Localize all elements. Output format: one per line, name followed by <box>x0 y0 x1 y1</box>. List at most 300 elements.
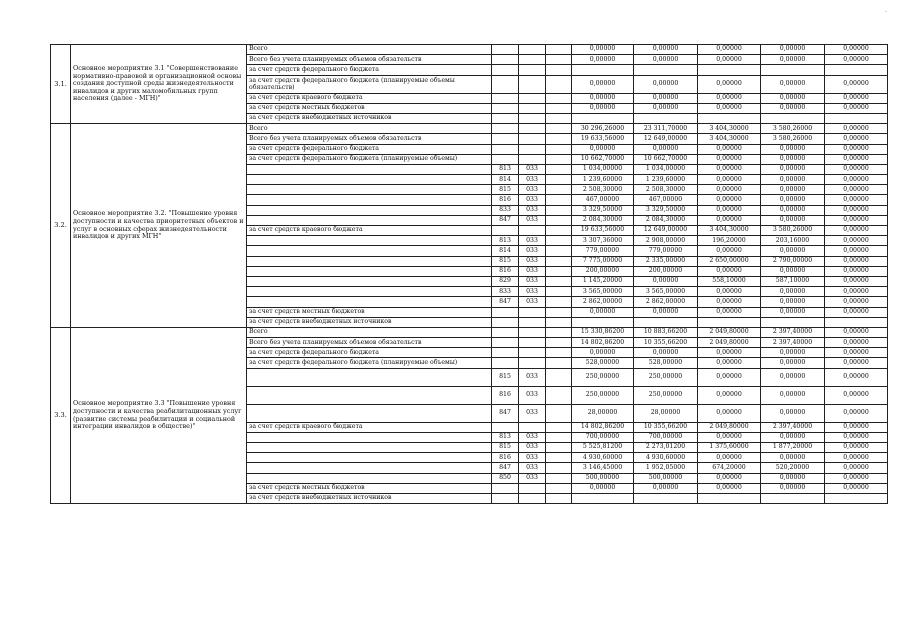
amount-cell: 0,00000 <box>825 443 888 453</box>
amount-cell: 3 404,30000 <box>698 124 761 134</box>
amount-cell: 0,00000 <box>825 327 888 337</box>
amount-cell <box>634 317 698 327</box>
section-number: 3.3. <box>51 327 71 503</box>
funding-source-cell <box>247 175 492 185</box>
funding-source-cell: за счет средств внебюджетных источников <box>247 317 492 327</box>
funding-source-cell <box>247 256 492 266</box>
amount-cell: 0,00000 <box>825 175 888 185</box>
amount-cell: 0,00000 <box>761 185 825 195</box>
amount-cell: 2 508,30000 <box>634 185 698 195</box>
amount-cell: 779,00000 <box>572 246 634 256</box>
amount-cell: 0,00000 <box>572 45 634 55</box>
funding-source-cell: Всего <box>247 124 492 134</box>
grbs-code-cell: 814 <box>492 175 519 185</box>
amount-cell: 528,00000 <box>634 358 698 368</box>
grbs-code-cell <box>492 134 519 144</box>
program-code-cell: 033 <box>519 473 546 483</box>
amount-cell: 0,00000 <box>825 55 888 65</box>
blank-code-cell <box>546 55 572 65</box>
amount-cell: 0,00000 <box>825 185 888 195</box>
grbs-code-cell: 847 <box>492 297 519 307</box>
amount-cell: 0,00000 <box>825 422 888 432</box>
amount-cell: 2 862,00000 <box>572 297 634 307</box>
program-code-cell: 033 <box>519 256 546 266</box>
funding-source-cell: Всего <box>247 327 492 337</box>
blank-code-cell <box>546 175 572 185</box>
amount-cell <box>634 65 698 75</box>
amount-cell: 0,00000 <box>698 246 761 256</box>
funding-source-cell <box>247 215 492 225</box>
blank-code-cell <box>546 443 572 453</box>
funding-source-cell: за счет средств федерального бюджета <box>247 65 492 75</box>
blank-code-cell <box>546 348 572 358</box>
amount-cell: 0,00000 <box>698 368 761 386</box>
amount-cell: 0,00000 <box>698 75 761 93</box>
amount-cell: 3 404,30000 <box>698 226 761 236</box>
grbs-code-cell <box>492 113 519 123</box>
amount-cell: 3 580,26000 <box>761 226 825 236</box>
blank-code-cell <box>546 493 572 503</box>
table-row <box>51 124 888 134</box>
blank-code-cell <box>546 195 572 205</box>
grbs-code-cell: 847 <box>492 463 519 473</box>
section-number: 3.2. <box>51 124 71 328</box>
program-code-cell: 033 <box>519 185 546 195</box>
amount-cell <box>698 65 761 75</box>
amount-cell: 2 335,00000 <box>634 256 698 266</box>
amount-cell: 0,00000 <box>698 215 761 225</box>
program-code-cell <box>519 93 546 103</box>
amount-cell: 0,00000 <box>825 236 888 246</box>
amount-cell: 2 650,00000 <box>698 256 761 266</box>
amount-cell <box>572 113 634 123</box>
amount-cell: 0,00000 <box>761 386 825 404</box>
funding-source-cell: за счет средств федерального бюджета <box>247 348 492 358</box>
amount-cell: 2 397,40000 <box>761 327 825 337</box>
funding-source-cell: за счет средств краевого бюджета <box>247 93 492 103</box>
amount-cell: 0,00000 <box>825 348 888 358</box>
grbs-code-cell <box>492 75 519 93</box>
amount-cell: 1 239,60000 <box>634 175 698 185</box>
funding-source-cell: за счет средств местных бюджетов <box>247 483 492 493</box>
grbs-code-cell <box>492 483 519 493</box>
grbs-code-cell <box>492 103 519 113</box>
amount-cell: 779,00000 <box>634 246 698 256</box>
grbs-code-cell: 816 <box>492 195 519 205</box>
amount-cell: 0,00000 <box>634 483 698 493</box>
amount-cell: 2 508,30000 <box>572 185 634 195</box>
amount-cell: 0,00000 <box>698 103 761 113</box>
amount-cell: 0,00000 <box>825 368 888 386</box>
amount-cell: 10 662,70000 <box>572 154 634 164</box>
amount-cell: 0,00000 <box>825 215 888 225</box>
amount-cell: 500,00000 <box>572 473 634 483</box>
blank-code-cell <box>546 276 572 286</box>
amount-cell: 0,00000 <box>825 307 888 317</box>
amount-cell: 2 908,00000 <box>634 236 698 246</box>
amount-cell: 674,20000 <box>698 463 761 473</box>
amount-cell: 0,00000 <box>634 144 698 154</box>
grbs-code-cell: 814 <box>492 246 519 256</box>
blank-code-cell <box>546 185 572 195</box>
amount-cell: 0,00000 <box>761 266 825 276</box>
amount-cell: 0,00000 <box>761 432 825 442</box>
amount-cell: 10 883,66200 <box>634 327 698 337</box>
amount-cell: 23 311,70000 <box>634 124 698 134</box>
program-code-cell: 033 <box>519 164 546 174</box>
funding-source-cell <box>247 276 492 286</box>
amount-cell: 0,00000 <box>698 205 761 215</box>
amount-cell: 203,16000 <box>761 236 825 246</box>
funding-source-cell <box>247 443 492 453</box>
grbs-code-cell: 813 <box>492 432 519 442</box>
blank-code-cell <box>546 483 572 493</box>
amount-cell: 250,00000 <box>572 386 634 404</box>
funding-source-cell: за счет средств федерального бюджета <box>247 144 492 154</box>
amount-cell: 0,00000 <box>825 164 888 174</box>
blank-code-cell <box>546 317 572 327</box>
amount-cell: 0,00000 <box>761 297 825 307</box>
grbs-code-cell: 815 <box>492 368 519 386</box>
grbs-code-cell <box>492 65 519 75</box>
amount-cell: 0,00000 <box>825 432 888 442</box>
funding-source-cell <box>247 386 492 404</box>
amount-cell: 0,00000 <box>825 246 888 256</box>
budget-table-sheet <box>50 44 888 504</box>
amount-cell: 0,00000 <box>825 453 888 463</box>
amount-cell: 0,00000 <box>825 338 888 348</box>
grbs-code-cell <box>492 226 519 236</box>
amount-cell: 0,00000 <box>698 266 761 276</box>
amount-cell <box>761 317 825 327</box>
funding-source-cell: за счет средств федерального бюджета (планируемые объемы) <box>247 154 492 164</box>
amount-cell: 0,00000 <box>825 154 888 164</box>
amount-cell: 0,00000 <box>634 276 698 286</box>
program-code-cell: 033 <box>519 266 546 276</box>
funding-source-cell <box>247 205 492 215</box>
amount-cell: 0,00000 <box>825 404 888 422</box>
program-code-cell: 033 <box>519 205 546 215</box>
amount-cell: 0,00000 <box>825 93 888 103</box>
blank-code-cell <box>546 236 572 246</box>
amount-cell: 1 034,00000 <box>572 164 634 174</box>
budget-table <box>50 44 888 504</box>
funding-source-cell <box>247 453 492 463</box>
grbs-code-cell <box>492 124 519 134</box>
blank-code-cell <box>546 226 572 236</box>
amount-cell: 3 146,45000 <box>572 463 634 473</box>
amount-cell: 0,00000 <box>698 185 761 195</box>
blank-code-cell <box>546 368 572 386</box>
program-code-cell <box>519 134 546 144</box>
amount-cell: 2 790,00000 <box>761 256 825 266</box>
funding-source-cell: за счет средств краевого бюджета <box>247 422 492 432</box>
amount-cell: 250,00000 <box>634 386 698 404</box>
amount-cell: 0,00000 <box>698 195 761 205</box>
amount-cell: 0,00000 <box>761 246 825 256</box>
blank-code-cell <box>546 65 572 75</box>
amount-cell: 0,00000 <box>825 358 888 368</box>
amount-cell: 0,00000 <box>825 124 888 134</box>
program-code-cell <box>519 124 546 134</box>
blank-code-cell <box>546 327 572 337</box>
blank-code-cell <box>546 358 572 368</box>
program-code-cell <box>519 422 546 432</box>
blank-code-cell <box>546 297 572 307</box>
funding-source-cell: за счет средств местных бюджетов <box>247 103 492 113</box>
amount-cell: 0,00000 <box>825 276 888 286</box>
amount-cell: 0,00000 <box>698 473 761 483</box>
section-title: Основное мероприятие 3.1 "Совершенствование нормативно-правовой и организационной основы создания доступной среды жизнедеятельности инвалидов и других маломобильных групп населения (далее - МГН)" <box>71 45 247 124</box>
program-code-cell: 033 <box>519 404 546 422</box>
section-title: Основное мероприятие 3.3 "Повышение уровня доступности и качества реабилитационных услуг (развитие системы реабилитации и социальной интеграции инвалидов в обществе)" <box>71 327 247 503</box>
program-code-cell <box>519 483 546 493</box>
amount-cell: 0,00000 <box>825 134 888 144</box>
grbs-code-cell <box>492 307 519 317</box>
amount-cell: 2 084,30000 <box>634 215 698 225</box>
amount-cell: 14 802,86200 <box>572 338 634 348</box>
amount-cell: 0,00000 <box>698 287 761 297</box>
program-code-cell: 033 <box>519 368 546 386</box>
amount-cell: 200,00000 <box>634 266 698 276</box>
funding-source-cell <box>247 432 492 442</box>
amount-cell: 0,00000 <box>761 75 825 93</box>
amount-cell: 0,00000 <box>698 175 761 185</box>
funding-source-cell: за счет средств внебюджетных источников <box>247 493 492 503</box>
grbs-code-cell: 847 <box>492 404 519 422</box>
program-code-cell: 033 <box>519 175 546 185</box>
grbs-code-cell <box>492 317 519 327</box>
amount-cell: 4 930,60000 <box>572 453 634 463</box>
amount-cell: 7 775,00000 <box>572 256 634 266</box>
amount-cell: 0,00000 <box>825 205 888 215</box>
amount-cell <box>761 65 825 75</box>
blank-code-cell <box>546 287 572 297</box>
amount-cell: 0,00000 <box>761 483 825 493</box>
blank-code-cell <box>546 422 572 432</box>
program-code-cell: 033 <box>519 276 546 286</box>
section-title: Основное мероприятие 3.2. "Повышение уровня доступности и качества приоритетных объектов и услуг в основных сферах жизнедеятельности инвалидов и других МГН" <box>71 124 247 328</box>
grbs-code-cell: 813 <box>492 164 519 174</box>
funding-source-cell <box>247 287 492 297</box>
amount-cell <box>761 493 825 503</box>
amount-cell: 2 273,01200 <box>634 443 698 453</box>
grbs-code-cell <box>492 327 519 337</box>
grbs-code-cell <box>492 154 519 164</box>
amount-cell: 1 145,20000 <box>572 276 634 286</box>
budget-table-body <box>51 45 888 504</box>
amount-cell: 1 877,20000 <box>761 443 825 453</box>
amount-cell: 0,00000 <box>698 432 761 442</box>
program-code-cell <box>519 358 546 368</box>
grbs-code-cell: 815 <box>492 443 519 453</box>
funding-source-cell <box>247 246 492 256</box>
amount-cell: 3 307,36000 <box>572 236 634 246</box>
funding-source-cell <box>247 164 492 174</box>
amount-cell: 0,00000 <box>825 226 888 236</box>
amount-cell <box>825 317 888 327</box>
amount-cell: 0,00000 <box>825 386 888 404</box>
funding-source-cell: Всего <box>247 45 492 55</box>
blank-code-cell <box>546 453 572 463</box>
grbs-code-cell: 816 <box>492 453 519 463</box>
amount-cell: 0,00000 <box>761 195 825 205</box>
blank-code-cell <box>546 144 572 154</box>
amount-cell: 0,00000 <box>761 215 825 225</box>
program-code-cell <box>519 327 546 337</box>
blank-code-cell <box>546 404 572 422</box>
amount-cell: 520,20000 <box>761 463 825 473</box>
amount-cell: 0,00000 <box>825 297 888 307</box>
amount-cell <box>698 113 761 123</box>
blank-code-cell <box>546 338 572 348</box>
funding-source-cell <box>247 185 492 195</box>
amount-cell: 0,00000 <box>761 175 825 185</box>
amount-cell: 1 034,00000 <box>634 164 698 174</box>
amount-cell: 0,00000 <box>698 307 761 317</box>
amount-cell: 700,00000 <box>634 432 698 442</box>
grbs-code-cell <box>492 338 519 348</box>
funding-source-cell <box>247 195 492 205</box>
amount-cell: 0,00000 <box>698 55 761 65</box>
amount-cell <box>761 113 825 123</box>
program-code-cell <box>519 307 546 317</box>
amount-cell: 14 802,86200 <box>572 422 634 432</box>
program-code-cell: 033 <box>519 453 546 463</box>
amount-cell: 0,00000 <box>825 483 888 493</box>
amount-cell: 2 084,30000 <box>572 215 634 225</box>
funding-source-cell: за счет средств внебюджетных источников <box>247 113 492 123</box>
grbs-code-cell: 816 <box>492 386 519 404</box>
program-code-cell: 033 <box>519 297 546 307</box>
amount-cell: 0,00000 <box>761 287 825 297</box>
grbs-code-cell <box>492 422 519 432</box>
grbs-code-cell: 816 <box>492 266 519 276</box>
section-number: 3.1. <box>51 45 71 124</box>
program-code-cell: 033 <box>519 246 546 256</box>
amount-cell: 19 633,56000 <box>572 134 634 144</box>
amount-cell: 10 355,66200 <box>634 422 698 432</box>
funding-source-cell <box>247 404 492 422</box>
amount-cell: 15 330,86200 <box>572 327 634 337</box>
amount-cell: 0,00000 <box>698 453 761 463</box>
amount-cell: 0,00000 <box>761 144 825 154</box>
program-code-cell: 033 <box>519 463 546 473</box>
blank-code-cell <box>546 124 572 134</box>
program-code-cell <box>519 113 546 123</box>
program-code-cell <box>519 45 546 55</box>
amount-cell: 2 397,40000 <box>761 422 825 432</box>
grbs-code-cell: 813 <box>492 236 519 246</box>
program-code-cell <box>519 154 546 164</box>
blank-code-cell <box>546 164 572 174</box>
amount-cell: 1 239,60000 <box>572 175 634 185</box>
amount-cell: 0,00000 <box>761 103 825 113</box>
amount-cell: 200,00000 <box>572 266 634 276</box>
amount-cell: 0,00000 <box>761 205 825 215</box>
grbs-code-cell: 815 <box>492 256 519 266</box>
amount-cell: 0,00000 <box>761 45 825 55</box>
program-code-cell: 033 <box>519 443 546 453</box>
blank-code-cell <box>546 256 572 266</box>
blank-code-cell <box>546 432 572 442</box>
amount-cell: 0,00000 <box>698 483 761 493</box>
grbs-code-cell <box>492 358 519 368</box>
amount-cell: 0,00000 <box>825 195 888 205</box>
funding-source-cell <box>247 473 492 483</box>
blank-code-cell <box>546 215 572 225</box>
amount-cell: 0,00000 <box>698 386 761 404</box>
amount-cell: 0,00000 <box>761 358 825 368</box>
grbs-code-cell <box>492 93 519 103</box>
amount-cell: 0,00000 <box>698 404 761 422</box>
program-code-cell: 033 <box>519 432 546 442</box>
blank-code-cell <box>546 307 572 317</box>
program-code-cell: 033 <box>519 195 546 205</box>
amount-cell: 0,00000 <box>698 164 761 174</box>
amount-cell: 2 049,80000 <box>698 422 761 432</box>
grbs-code-cell <box>492 144 519 154</box>
amount-cell: 0,00000 <box>761 93 825 103</box>
funding-source-cell <box>247 368 492 386</box>
amount-cell: 3 404,30000 <box>698 134 761 144</box>
amount-cell: 0,00000 <box>761 368 825 386</box>
funding-source-cell <box>247 297 492 307</box>
amount-cell <box>634 113 698 123</box>
amount-cell: 10 355,66200 <box>634 338 698 348</box>
program-code-cell <box>519 348 546 358</box>
amount-cell: 0,00000 <box>634 55 698 65</box>
blank-code-cell <box>546 113 572 123</box>
blank-code-cell <box>546 473 572 483</box>
program-code-cell: 033 <box>519 386 546 404</box>
amount-cell <box>572 493 634 503</box>
amount-cell: 0,00000 <box>572 103 634 113</box>
program-code-cell <box>519 55 546 65</box>
amount-cell: 2 862,00000 <box>634 297 698 307</box>
amount-cell: 0,00000 <box>698 45 761 55</box>
amount-cell: 0,00000 <box>698 93 761 103</box>
amount-cell: 0,00000 <box>825 103 888 113</box>
amount-cell: 0,00000 <box>698 144 761 154</box>
amount-cell: 0,00000 <box>634 307 698 317</box>
amount-cell: 0,00000 <box>572 144 634 154</box>
amount-cell: 0,00000 <box>761 348 825 358</box>
amount-cell <box>572 317 634 327</box>
amount-cell: 5 525,81200 <box>572 443 634 453</box>
amount-cell: 3 580,26000 <box>761 134 825 144</box>
blank-code-cell <box>546 266 572 276</box>
amount-cell: 0,00000 <box>761 307 825 317</box>
grbs-code-cell <box>492 55 519 65</box>
amount-cell: 2 397,40000 <box>761 338 825 348</box>
amount-cell <box>572 65 634 75</box>
amount-cell: 0,00000 <box>825 266 888 276</box>
blank-code-cell <box>546 134 572 144</box>
funding-source-cell: за счет средств местных бюджетов <box>247 307 492 317</box>
amount-cell <box>825 113 888 123</box>
amount-cell: 0,00000 <box>825 256 888 266</box>
program-code-cell <box>519 317 546 327</box>
blank-code-cell <box>546 75 572 93</box>
program-code-cell <box>519 103 546 113</box>
funding-source-cell: за счет средств федерального бюджета (планируемые объемы) <box>247 358 492 368</box>
amount-cell: 28,00000 <box>572 404 634 422</box>
funding-source-cell <box>247 236 492 246</box>
amount-cell: 0,00000 <box>698 348 761 358</box>
amount-cell: 0,00000 <box>572 55 634 65</box>
amount-cell: 700,00000 <box>572 432 634 442</box>
